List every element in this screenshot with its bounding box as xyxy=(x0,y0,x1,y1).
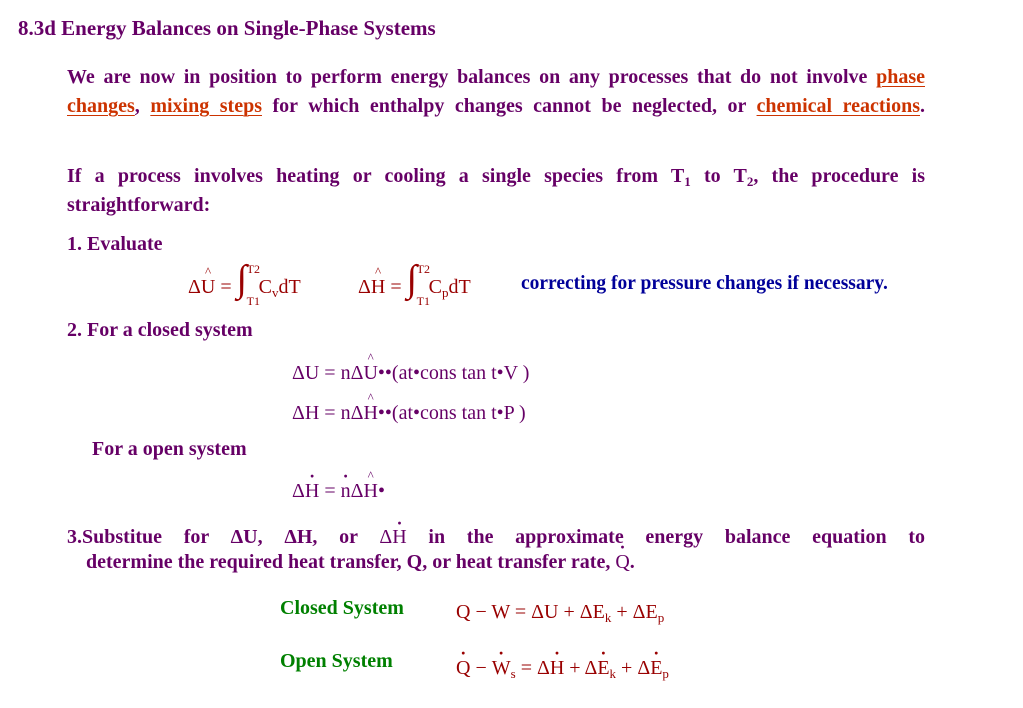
closed-system-label: Closed System xyxy=(280,597,404,619)
eq-h-sub: p xyxy=(441,285,449,300)
eq3-mid: = xyxy=(319,480,341,502)
step3-end: . xyxy=(629,551,635,573)
open-eq-ek: · E xyxy=(597,657,609,680)
integral-icon: ∫ T2 T1 xyxy=(406,258,430,308)
step3-line2 xyxy=(86,551,635,574)
inline-delta-hdot: Δ· H xyxy=(379,526,406,548)
open-eq-w: · W xyxy=(492,657,511,680)
eq3-ndot: · n xyxy=(341,480,351,503)
intro-sep: , xyxy=(134,94,151,117)
eq-u-sub: v xyxy=(271,285,279,300)
open-eq-h: · H xyxy=(550,657,564,680)
open-eq-minus: − xyxy=(470,657,492,679)
equation-closed-u xyxy=(292,362,529,385)
inline-hdot: · H xyxy=(392,523,406,552)
closed-eq-k: k xyxy=(604,610,612,625)
open-eq-s: s xyxy=(510,666,516,681)
intro-paragraph xyxy=(67,63,925,149)
eq-h-dt: dT xyxy=(448,276,471,298)
open-system-label-2: Open System xyxy=(280,650,393,672)
eq3-hdot: · H xyxy=(305,480,319,503)
heating-text-3: , the procedure is straightforward: xyxy=(67,165,926,216)
step3-text-1: 3.Substitue for ΔU, ΔH, or xyxy=(67,526,380,548)
eq-h-c: C xyxy=(428,276,442,298)
intro-end: . xyxy=(920,94,925,117)
open-eq-q: · Q xyxy=(456,657,470,680)
eq-u-lower: T1 xyxy=(246,294,260,308)
closed-eq-p: p xyxy=(657,610,665,625)
heating-text-2: to T xyxy=(690,165,747,187)
step2-label: 2. For a closed system xyxy=(67,319,253,341)
open-eq-equals: = Δ xyxy=(515,657,550,679)
open-eq-plus2: + Δ xyxy=(616,657,651,679)
equation-delta-h-hat xyxy=(358,258,471,308)
equation-delta-u-hat xyxy=(188,258,301,308)
heating-sub-1: 1 xyxy=(684,174,691,189)
equation-closed-h xyxy=(292,402,526,425)
eq3-hat: ^ H xyxy=(363,480,377,503)
eq2-hat: ^ H xyxy=(363,402,377,425)
eq3-tail: • xyxy=(377,480,385,502)
open-eq-k: k xyxy=(609,666,617,681)
eq-h-equals: = xyxy=(385,276,407,298)
eq-u-c: C xyxy=(258,276,272,298)
step3-text-3: determine the required heat transfer, Q, or heat transfer rate, xyxy=(86,551,616,573)
intro-text-1: We are now in position to perform energy balances on any processes that do not involve xyxy=(67,66,877,88)
link-phase-changes[interactable]: phase changes xyxy=(67,66,925,117)
eq-u-equals: = xyxy=(215,276,237,298)
pressure-note: correcting for pressure changes if necessary. xyxy=(521,273,888,294)
step1-label: 1. Evaluate xyxy=(67,233,163,255)
eq-h-lower: T1 xyxy=(416,294,430,308)
eq-h-upper: T2 xyxy=(416,262,430,276)
eq2-rhs: ••(at•cons tan t•P ) xyxy=(377,402,526,424)
step3-text-2: in the approximate energy balance equation to xyxy=(406,526,925,548)
link-mixing-steps[interactable]: mixing steps xyxy=(150,94,262,117)
eq3-pre: Δ xyxy=(292,480,305,502)
heating-sub-2: 2 xyxy=(746,174,754,189)
eq2-lhs: ΔH = nΔ xyxy=(292,402,364,424)
eq-u-symbol: ^ U xyxy=(201,276,215,299)
qdot-symbol: · Q xyxy=(615,551,629,574)
open-eq-p: p xyxy=(662,666,669,681)
open-system-equation xyxy=(456,657,669,680)
open-eq-plus1: + Δ xyxy=(564,657,598,679)
eq-h-symbol: ^ H xyxy=(371,276,385,299)
equation-open-h xyxy=(292,480,385,503)
page-title: 8.3d Energy Balances on Single-Phase Systems xyxy=(18,16,436,40)
heating-paragraph xyxy=(67,162,925,248)
eq-h-delta: Δ xyxy=(358,276,371,298)
closed-eq-a: Q − W = ΔU + ΔE xyxy=(456,601,605,623)
eq-u-upper: T2 xyxy=(246,262,260,276)
eq1-lhs: ΔU = nΔ xyxy=(292,362,364,384)
eq3-delta: Δ xyxy=(350,480,364,502)
heating-text-1: If a process involves heating or cooling a single species from T xyxy=(67,165,685,187)
eq1-rhs: ••(at•cons tan t•V ) xyxy=(377,362,530,384)
eq-u-delta: Δ xyxy=(188,276,201,298)
closed-system-equation xyxy=(456,601,664,624)
eq1-hat: ^ U xyxy=(363,362,377,385)
eq-u-dt: dT xyxy=(278,276,301,298)
open-eq-ep: · E xyxy=(650,657,662,680)
intro-text-2: for which enthalpy changes cannot be neglected, or xyxy=(261,94,757,117)
link-chemical-reactions[interactable]: chemical reactions xyxy=(756,94,920,117)
closed-eq-b: + ΔE xyxy=(611,601,658,623)
open-system-label: For a open system xyxy=(92,438,247,460)
integral-icon: ∫ T2 T1 xyxy=(236,258,260,308)
